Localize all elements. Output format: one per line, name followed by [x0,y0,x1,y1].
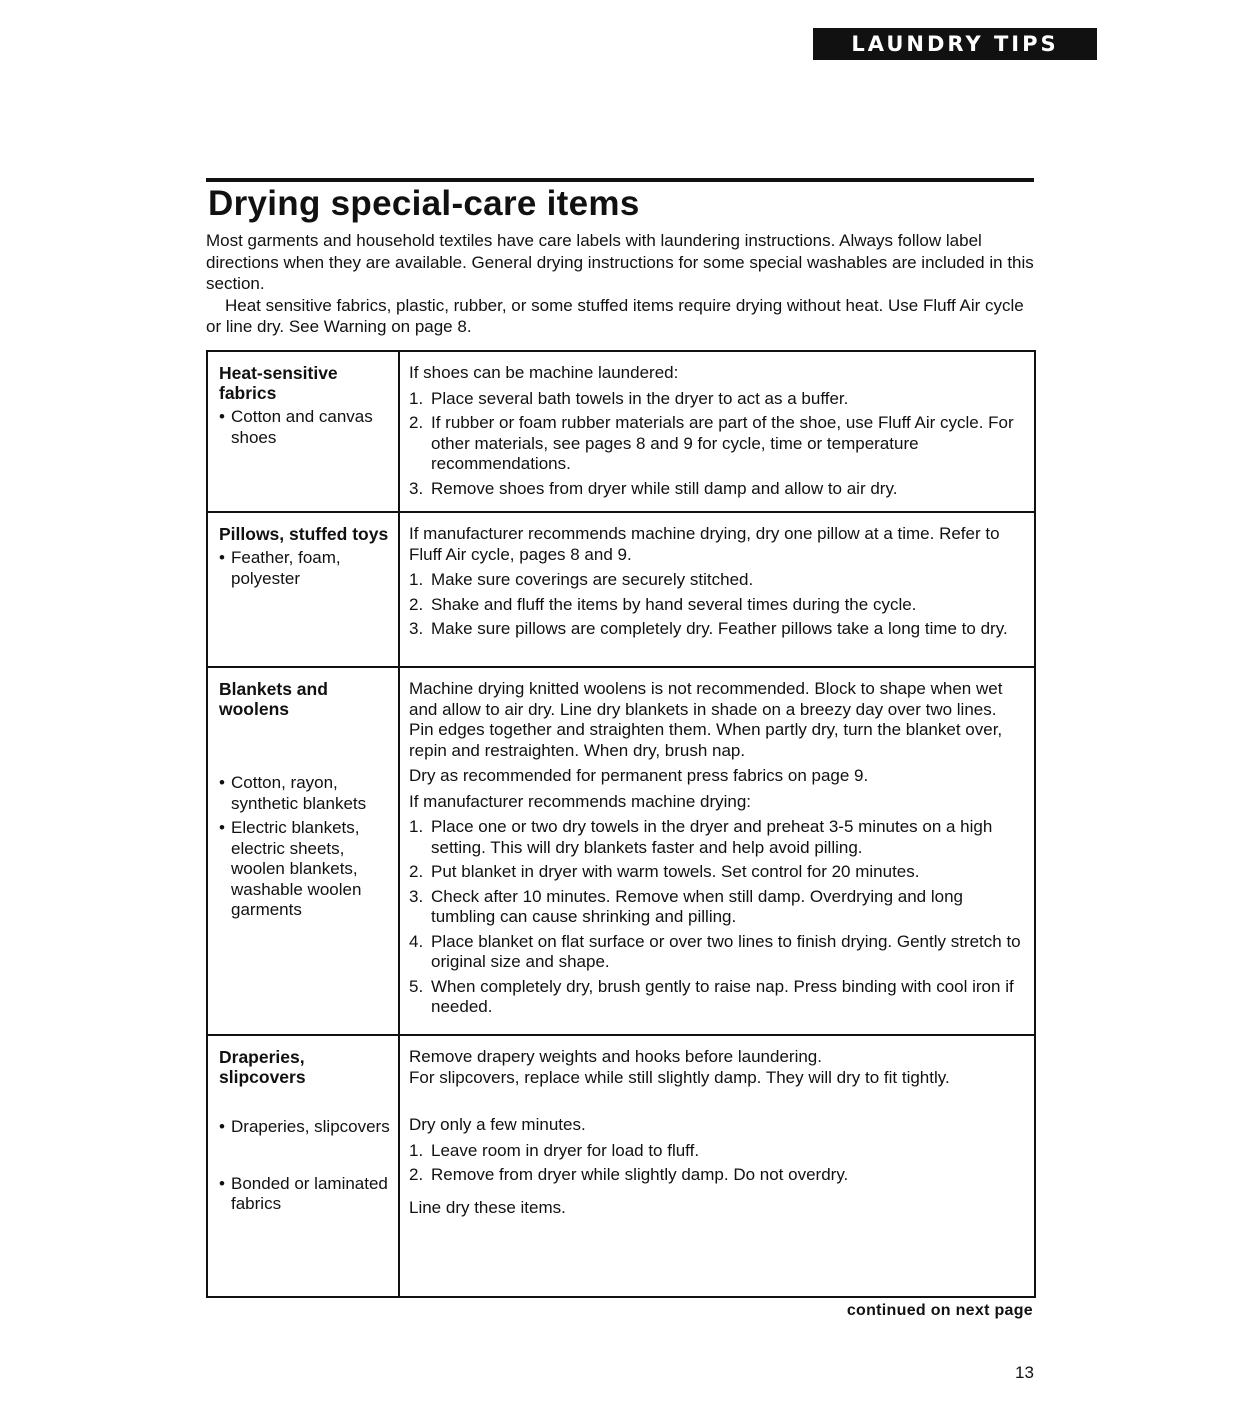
item-bullet: • Feather, foam, polyester [219,548,392,589]
item-bullet: • Bonded or laminated fabrics [219,1174,392,1215]
list-item: 3. Remove shoes from dryer while still damp and allow to air dry. [409,478,898,498]
list-item: 2. If rubber or foam rubber materials are part of the shoe, use Fluff Air cycle. For other materials, see pages 8 and 9 for cycle, time or temperature recommendations. [409,413,1014,473]
steps-list [409,389,1024,500]
page-title: Drying special-care items [208,184,640,223]
category-cell [207,1035,399,1297]
table-row [207,667,1035,1035]
category-heading: Draperies, slipcovers [219,1047,306,1087]
instructions-cell [399,351,1035,512]
instruction-lead: If manufacturer recommends machine drying, dry one pillow at a time. Refer to Fluff Air cycle, pages 8 and 9. [409,524,1000,564]
list-item: 1. Place several bath towels in the dryer to act as a buffer. [409,388,849,408]
title-rule [206,178,1034,182]
category-cell [207,351,399,512]
list-item: 1. Make sure coverings are securely stitched. [409,570,754,589]
steps-list [409,570,1024,640]
category-heading: Heat-sensitive fabrics [219,363,338,403]
instruction-lead: If shoes can be machine laundered: [409,363,679,382]
category-cell [207,667,399,1035]
instruction-lead: If manufacturer recommends machine drying: [409,791,752,811]
item-bullet: • Draperies, slipcovers [219,1117,392,1138]
steps-list [409,1141,1024,1186]
table-row [207,351,1035,512]
continued-note: continued on next page [846,1302,1033,1319]
list-item: 5. When completely dry, brush gently to raise nap. Press binding with cool iron if needed. [409,976,1014,1016]
item-bullet: • Cotton, rayon, synthetic blankets [219,773,392,814]
section-tab: LAUNDRY TIPS [813,28,1097,60]
intro-paragraph: Heat sensitive fabrics, plastic, rubber, or some stuffed items require drying without heat. Use Fluff Air cycle or line dry. See Warning on page 8. [206,295,1024,336]
steps-list [409,817,1024,1018]
instruction-lead: Remove drapery weights and hooks before laundering. [409,1047,822,1066]
page-number: 13 [1015,1363,1034,1382]
intro-text [206,230,1036,338]
list-item: 1. Leave room in dryer for load to fluff. [409,1140,700,1160]
item-bullet: • Electric blankets, electric sheets, woolen blankets, washable woolen garments [219,818,392,921]
list-item: 2. Put blanket in dryer with warm towels. Set control for 20 minutes. [409,862,920,881]
list-item: 3. Make sure pillows are completely dry. Feather pillows take a long time to dry. [409,619,1008,638]
category-heading: Blankets and woolens [219,679,328,719]
instruction-lead: Machine drying knitted woolens is not recommended. Block to shape when wet and allow to air dry. Line dry blankets in shade on a breezy day over two lines. Pin edges together and straighten them. When partly dry, turn the blanket over, repin and restraighten. When dry, brush nap. [409,679,1003,760]
list-item: 1. Place one or two dry towels in the dryer and preheat 3-5 minutes on a high setting. This will dry blankets faster and help avoid pilling. [409,817,993,857]
instruction-lead: Dry only a few minutes. [409,1115,586,1134]
item-bullet: • Cotton and canvas shoes [219,407,392,448]
care-table [206,350,1036,1298]
intro-paragraph: Most garments and household textiles have care labels with laundering instructions. Always follow label directions when they are available. General drying instructions for some special washables are included in this section. [206,231,1034,293]
list-item: 2. Shake and fluff the items by hand several times during the cycle. [409,594,917,614]
instruction-text: Dry as recommended for permanent press fabrics on page 9. [409,766,869,785]
table-row [207,1035,1035,1297]
list-item: 2. Remove from dryer while slightly damp. Do not overdry. [409,1165,849,1184]
list-item: 3. Check after 10 minutes. Remove when still damp. Overdrying and long tumbling can cause shrinking and pilling. [409,886,963,926]
instructions-cell [399,512,1035,667]
instruction-text: Line dry these items. [409,1197,566,1217]
table-row [207,512,1035,667]
category-cell [207,512,399,667]
instructions-cell [399,1035,1035,1297]
list-item: 4. Place blanket on flat surface or over two lines to finish drying. Gently stretch to original size and shape. [409,931,1021,971]
instructions-cell [399,667,1035,1035]
category-heading: Pillows, stuffed toys [219,524,389,544]
instruction-lead: For slipcovers, replace while still slightly damp. They will dry to fit tightly. [409,1067,950,1087]
